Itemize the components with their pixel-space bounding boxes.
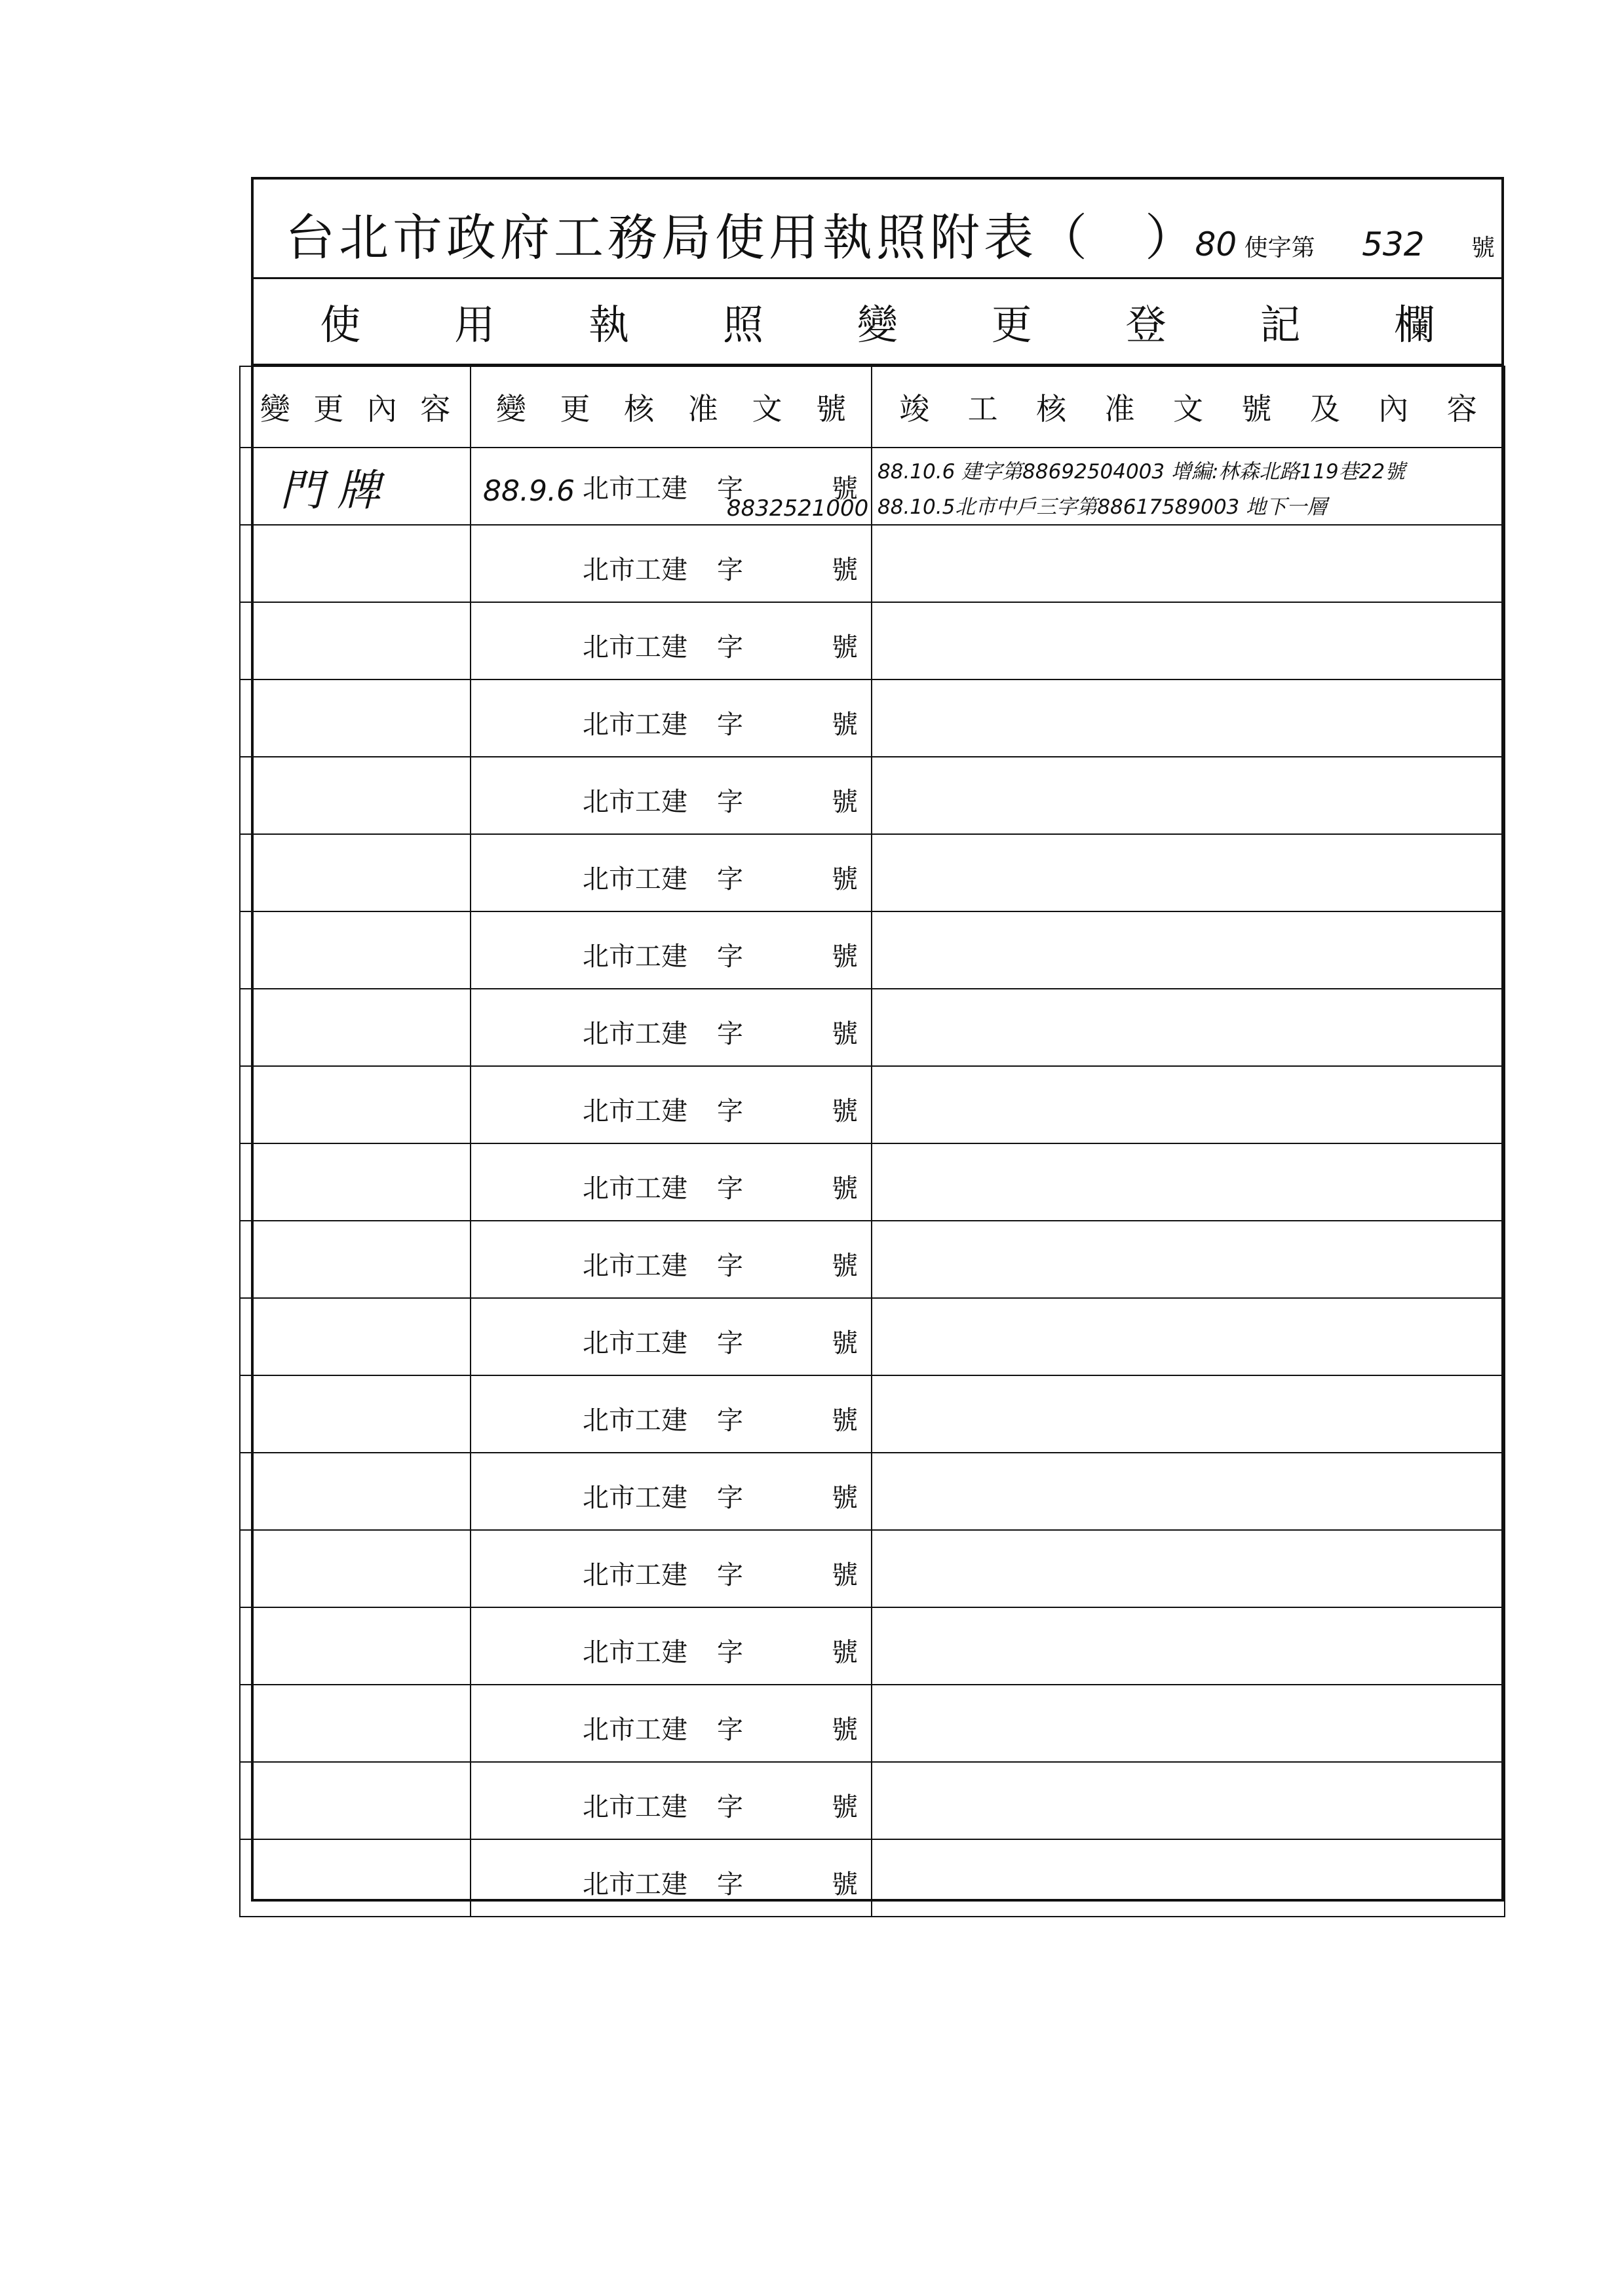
section-title-char: 使 — [320, 301, 361, 349]
ref-hao: 號 — [832, 1869, 858, 1900]
table-row — [240, 1143, 1505, 1221]
table-row — [240, 1607, 1505, 1685]
approval-doc-cell — [471, 834, 872, 911]
approval-doc-cell — [471, 1530, 872, 1607]
table-row — [240, 1762, 1505, 1839]
ref-zi: 字 — [717, 555, 743, 585]
ref-zi: 字 — [717, 1019, 743, 1049]
table-row — [240, 602, 1505, 679]
change-content-cell — [240, 757, 471, 834]
ref-office: 北市工建 — [583, 787, 687, 817]
ref-hao: 號 — [832, 1715, 858, 1745]
header-change-content — [240, 366, 471, 448]
ref-office: 北市工建 — [583, 1715, 687, 1745]
change-content-cell — [240, 1298, 471, 1375]
section-title-char: 記 — [1260, 301, 1301, 349]
ref-hao: 號 — [832, 1251, 858, 1281]
approval-doc-cell — [471, 602, 872, 679]
section-title — [254, 279, 1501, 366]
change-content-cell — [240, 1607, 471, 1685]
ref-zi: 字 — [717, 710, 743, 740]
permit-prefix: 使字第 — [1244, 235, 1315, 261]
change-content-text: 門 牌 — [280, 465, 380, 516]
usage-permit-form — [251, 177, 1504, 1902]
table-row — [240, 525, 1505, 602]
ref-hao: 號 — [832, 555, 858, 585]
change-content-cell — [240, 602, 471, 679]
ref-zi: 字 — [717, 787, 743, 817]
completion-doc-cell — [872, 989, 1505, 1066]
ref-office: 北市工建 — [583, 1560, 687, 1590]
permit-suffix: 號 — [1471, 235, 1495, 261]
table-row — [240, 448, 1505, 525]
completion-doc-cell — [872, 1453, 1505, 1530]
change-content-cell — [240, 1221, 471, 1298]
completion-note-2: 88.10.5北市中戶三字第88617589003 地下一層 — [878, 495, 1328, 519]
completion-doc-cell — [872, 1685, 1505, 1762]
completion-doc-cell — [872, 757, 1505, 834]
table-row — [240, 1530, 1505, 1607]
header-char: 核 — [1036, 391, 1067, 427]
ref-office: 北市工建 — [583, 1328, 687, 1358]
approval-doc-cell — [471, 1685, 872, 1762]
completion-doc-cell — [872, 1066, 1505, 1143]
section-title-char: 照 — [723, 301, 764, 349]
completion-doc-cell — [872, 1839, 1505, 1917]
header-char: 准 — [1104, 391, 1135, 427]
ref-hao: 號 — [832, 942, 858, 972]
header-char: 准 — [687, 391, 718, 427]
completion-doc-cell — [872, 1607, 1505, 1685]
header-char: 核 — [624, 391, 655, 427]
ref-hao: 號 — [832, 1096, 858, 1126]
approval-doc-cell — [471, 525, 872, 602]
ref-hao: 號 — [832, 474, 858, 504]
change-content-cell — [240, 1143, 471, 1221]
header-approval-doc — [471, 366, 872, 448]
permit-serial: 532 — [1362, 225, 1425, 263]
change-content-cell — [240, 1066, 471, 1143]
ref-office: 北市工建 — [583, 1406, 687, 1436]
completion-note-1: 88.10.6 建字第88692504003 增編:林森北路119巷22號 — [878, 460, 1406, 484]
ref-zi: 字 — [717, 1792, 743, 1822]
header-char: 竣 — [899, 391, 930, 427]
ref-zi: 字 — [717, 1406, 743, 1436]
approval-doc-cell — [471, 1298, 872, 1375]
ref-zi: 字 — [717, 1869, 743, 1900]
approval-doc-cell — [471, 1143, 872, 1221]
completion-doc-cell — [872, 1221, 1505, 1298]
ref-zi: 字 — [717, 632, 743, 662]
header-char: 號 — [1241, 391, 1272, 427]
table-row — [240, 679, 1505, 757]
ref-hao: 號 — [832, 1560, 858, 1590]
ref-office: 北市工建 — [583, 942, 687, 972]
approval-doc-cell — [471, 911, 872, 989]
change-content-cell — [240, 1530, 471, 1607]
ref-zi: 字 — [717, 1096, 743, 1126]
approval-doc-cell — [471, 1453, 872, 1530]
change-content-cell — [240, 448, 471, 525]
header-char: 文 — [1172, 391, 1203, 427]
permit-number — [1195, 225, 1495, 263]
ref-hao: 號 — [832, 710, 858, 740]
completion-doc-cell — [872, 602, 1505, 679]
ref-zi: 字 — [717, 1483, 743, 1513]
completion-doc-cell — [872, 679, 1505, 757]
ref-hao: 號 — [832, 864, 858, 894]
table-row — [240, 1298, 1505, 1375]
section-title-char: 用 — [454, 301, 495, 349]
ref-office: 北市工建 — [583, 474, 687, 504]
ref-zi: 字 — [717, 474, 743, 504]
approval-doc-cell — [471, 1762, 872, 1839]
ref-office: 北市工建 — [583, 632, 687, 662]
table-row — [240, 1685, 1505, 1762]
form-title: 台北市政府工務局使用執照附表（ ） — [285, 208, 1199, 267]
ref-hao: 號 — [832, 1637, 858, 1668]
approval-doc-cell — [471, 679, 872, 757]
change-content-cell — [240, 1375, 471, 1453]
change-content-cell — [240, 911, 471, 989]
completion-doc-cell — [872, 448, 1505, 525]
ref-hao: 號 — [832, 787, 858, 817]
ref-office: 北市工建 — [583, 1869, 687, 1900]
permit-year: 80 — [1195, 225, 1237, 263]
change-content-cell — [240, 1839, 471, 1917]
header-char: 號 — [816, 391, 847, 427]
header-char: 更 — [560, 391, 590, 427]
completion-doc-cell — [872, 911, 1505, 989]
ref-zi: 字 — [717, 1174, 743, 1204]
change-content-cell — [240, 834, 471, 911]
change-content-cell — [240, 525, 471, 602]
header-char: 內 — [366, 391, 397, 427]
table-row — [240, 757, 1505, 834]
header-char: 變 — [495, 391, 526, 427]
change-content-cell — [240, 1685, 471, 1762]
ref-hao: 號 — [832, 1792, 858, 1822]
approval-doc-cell — [471, 1839, 872, 1917]
ref-hao: 號 — [832, 1328, 858, 1358]
table-row — [240, 1375, 1505, 1453]
ref-office: 北市工建 — [583, 1096, 687, 1126]
section-title-char: 登 — [1125, 301, 1167, 349]
ref-zi: 字 — [717, 864, 743, 894]
header-char: 變 — [260, 391, 290, 427]
ref-hao: 號 — [832, 1019, 858, 1049]
approval-date: 88.9.6 — [483, 474, 575, 508]
header-char: 及 — [1309, 391, 1340, 427]
approval-doc-cell — [471, 757, 872, 834]
ref-hao: 號 — [832, 1406, 858, 1436]
change-content-cell — [240, 1762, 471, 1839]
table-row — [240, 834, 1505, 911]
header-char: 容 — [1446, 391, 1477, 427]
completion-doc-cell — [872, 1143, 1505, 1221]
change-content-cell — [240, 1453, 471, 1530]
ref-zi: 字 — [717, 1560, 743, 1590]
approval-doc-cell — [471, 1221, 872, 1298]
completion-doc-cell — [872, 525, 1505, 602]
completion-doc-cell — [872, 1375, 1505, 1453]
header-char: 容 — [420, 391, 451, 427]
ref-office: 北市工建 — [583, 710, 687, 740]
ref-zi: 字 — [717, 1251, 743, 1281]
table-row — [240, 1066, 1505, 1143]
header-completion-doc — [872, 366, 1505, 448]
table-row — [240, 1453, 1505, 1530]
ref-office: 北市工建 — [583, 864, 687, 894]
section-title-char: 執 — [588, 301, 630, 349]
ref-office: 北市工建 — [583, 1637, 687, 1668]
completion-doc-cell — [872, 1298, 1505, 1375]
change-register-table — [239, 366, 1505, 1917]
completion-doc-cell — [872, 1762, 1505, 1839]
header-char: 更 — [313, 391, 344, 427]
ref-zi: 字 — [717, 942, 743, 972]
ref-office: 北市工建 — [583, 1792, 687, 1822]
table-row — [240, 989, 1505, 1066]
ref-office: 北市工建 — [583, 555, 687, 585]
table-row — [240, 911, 1505, 989]
ref-hao: 號 — [832, 1174, 858, 1204]
ref-office: 北市工建 — [583, 1251, 687, 1281]
completion-doc-cell — [872, 834, 1505, 911]
ref-zi: 字 — [717, 1637, 743, 1668]
approval-doc-cell — [471, 989, 872, 1066]
header-char: 內 — [1378, 391, 1409, 427]
header-row — [240, 366, 1505, 448]
approval-doc-cell — [471, 448, 872, 525]
ref-office: 北市工建 — [583, 1019, 687, 1049]
title-row — [254, 180, 1501, 279]
ref-hao: 號 — [832, 632, 858, 662]
header-char: 文 — [752, 391, 782, 427]
ref-zi: 字 — [717, 1328, 743, 1358]
ref-hao: 號 — [832, 1483, 858, 1513]
section-title-char: 變 — [857, 301, 898, 349]
section-title-char: 欄 — [1394, 301, 1435, 349]
table-row — [240, 1839, 1505, 1917]
approval-number: 8832521000 — [727, 495, 869, 522]
ref-office: 北市工建 — [583, 1174, 687, 1204]
approval-doc-cell — [471, 1607, 872, 1685]
change-content-cell — [240, 989, 471, 1066]
change-content-cell — [240, 679, 471, 757]
section-title-char: 更 — [991, 301, 1032, 349]
approval-doc-cell — [471, 1375, 872, 1453]
table-row — [240, 1221, 1505, 1298]
header-char: 工 — [967, 391, 998, 427]
ref-zi: 字 — [717, 1715, 743, 1745]
ref-office: 北市工建 — [583, 1483, 687, 1513]
completion-doc-cell — [872, 1530, 1505, 1607]
approval-doc-cell — [471, 1066, 872, 1143]
